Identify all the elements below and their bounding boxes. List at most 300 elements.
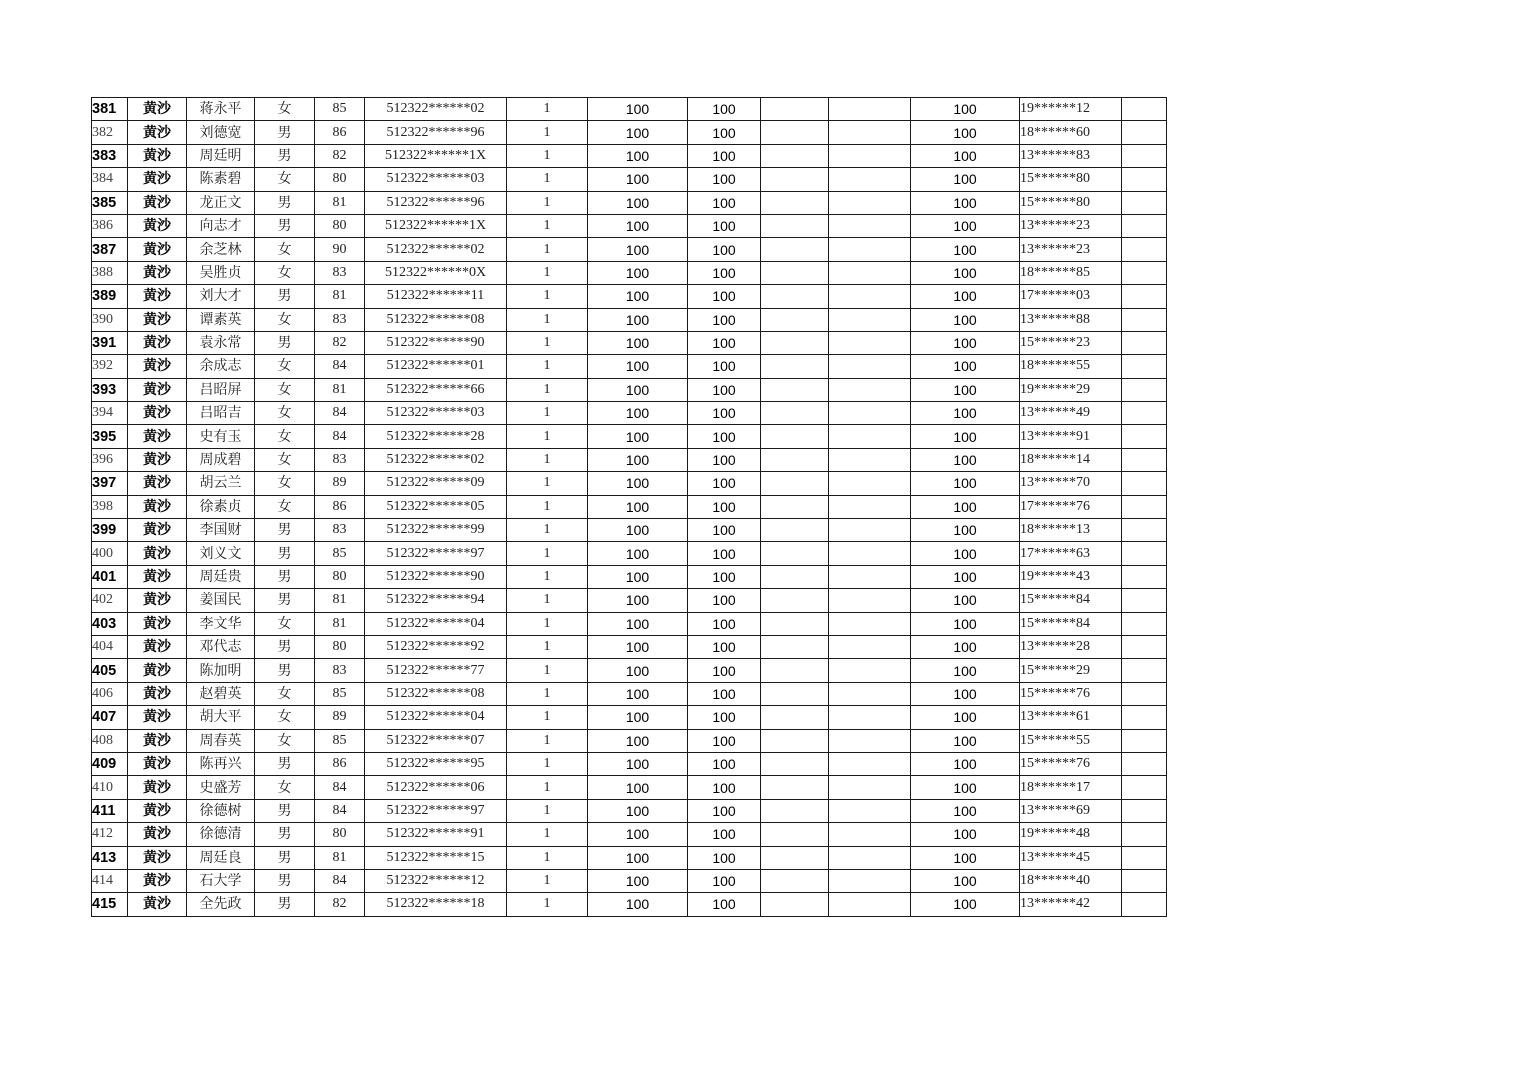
row-number-cell: 382 (92, 121, 128, 144)
empty-cell (1122, 635, 1167, 658)
amount-cell: 100 (588, 799, 688, 822)
amount-cell: 100 (588, 425, 688, 448)
row-number-cell: 383 (92, 144, 128, 167)
age-cell: 83 (315, 308, 365, 331)
id-number-cell: 512322******07 (365, 729, 507, 752)
amount-cell: 100 (688, 729, 761, 752)
count-cell: 1 (507, 589, 588, 612)
amount-cell: 100 (911, 448, 1020, 471)
amount-cell: 100 (588, 519, 688, 542)
town-cell: 黄沙 (128, 98, 187, 121)
empty-cell (761, 214, 829, 237)
id-number-cell: 512322******99 (365, 519, 507, 542)
empty-cell (1122, 893, 1167, 916)
count-cell: 1 (507, 285, 588, 308)
id-number-cell: 512322******1X (365, 214, 507, 237)
amount-cell: 100 (588, 261, 688, 284)
count-cell: 1 (507, 869, 588, 892)
amount-cell: 100 (688, 261, 761, 284)
amount-cell: 100 (588, 565, 688, 588)
count-cell: 1 (507, 612, 588, 635)
empty-cell (761, 378, 829, 401)
id-number-cell: 512322******1X (365, 144, 507, 167)
row-number-cell: 387 (92, 238, 128, 261)
gender-cell: 女 (255, 308, 315, 331)
table-row (92, 776, 1167, 799)
table-row (92, 425, 1167, 448)
amount-cell: 100 (911, 635, 1020, 658)
empty-cell (829, 378, 911, 401)
name-cell: 刘德宽 (187, 121, 255, 144)
empty-cell (829, 846, 911, 869)
amount-cell: 100 (588, 776, 688, 799)
age-cell: 80 (315, 635, 365, 658)
table-row (92, 472, 1167, 495)
town-cell: 黄沙 (128, 238, 187, 261)
table-row (92, 98, 1167, 121)
empty-cell (829, 144, 911, 167)
name-cell: 龙正文 (187, 191, 255, 214)
empty-cell (761, 519, 829, 542)
empty-cell (761, 729, 829, 752)
amount-cell: 100 (588, 168, 688, 191)
town-cell: 黄沙 (128, 425, 187, 448)
amount-cell: 100 (688, 144, 761, 167)
amount-cell: 100 (588, 308, 688, 331)
row-number-cell: 403 (92, 612, 128, 635)
id-number-cell: 512322******66 (365, 378, 507, 401)
empty-cell (829, 635, 911, 658)
count-cell: 1 (507, 635, 588, 658)
id-number-cell: 512322******05 (365, 495, 507, 518)
age-cell: 89 (315, 706, 365, 729)
empty-cell (1122, 121, 1167, 144)
count-cell: 1 (507, 542, 588, 565)
amount-cell: 100 (911, 519, 1020, 542)
row-number-cell: 395 (92, 425, 128, 448)
amount-cell: 100 (688, 846, 761, 869)
empty-cell (829, 589, 911, 612)
table-row (92, 285, 1167, 308)
amount-cell: 100 (588, 612, 688, 635)
amount-cell: 100 (688, 425, 761, 448)
id-number-cell: 512322******04 (365, 612, 507, 635)
town-cell: 黄沙 (128, 776, 187, 799)
amount-cell: 100 (911, 308, 1020, 331)
amount-cell: 100 (588, 98, 688, 121)
town-cell: 黄沙 (128, 893, 187, 916)
age-cell: 86 (315, 121, 365, 144)
amount-cell: 100 (911, 355, 1020, 378)
age-cell: 80 (315, 823, 365, 846)
phone-cell: 18******85 (1020, 261, 1122, 284)
row-number-cell: 401 (92, 565, 128, 588)
empty-cell (761, 495, 829, 518)
amount-cell: 100 (588, 144, 688, 167)
row-number-cell: 390 (92, 308, 128, 331)
empty-cell (1122, 799, 1167, 822)
count-cell: 1 (507, 448, 588, 471)
count-cell: 1 (507, 823, 588, 846)
amount-cell: 100 (588, 869, 688, 892)
age-cell: 80 (315, 565, 365, 588)
amount-cell: 100 (688, 191, 761, 214)
amount-cell: 100 (688, 495, 761, 518)
count-cell: 1 (507, 752, 588, 775)
count-cell: 1 (507, 682, 588, 705)
amount-cell: 100 (588, 191, 688, 214)
amount-cell: 100 (911, 823, 1020, 846)
amount-cell: 100 (911, 191, 1020, 214)
row-number-cell: 396 (92, 448, 128, 471)
id-number-cell: 512322******11 (365, 285, 507, 308)
table-row (92, 144, 1167, 167)
gender-cell: 男 (255, 519, 315, 542)
amount-cell: 100 (688, 285, 761, 308)
table-row (92, 846, 1167, 869)
gender-cell: 女 (255, 402, 315, 425)
empty-cell (761, 472, 829, 495)
town-cell: 黄沙 (128, 168, 187, 191)
amount-cell: 100 (911, 542, 1020, 565)
name-cell: 徐德清 (187, 823, 255, 846)
amount-cell: 100 (911, 682, 1020, 705)
amount-cell: 100 (588, 729, 688, 752)
empty-cell (761, 355, 829, 378)
empty-cell (829, 448, 911, 471)
empty-cell (1122, 355, 1167, 378)
amount-cell: 100 (911, 565, 1020, 588)
amount-cell: 100 (688, 659, 761, 682)
id-number-cell: 512322******08 (365, 682, 507, 705)
amount-cell: 100 (911, 285, 1020, 308)
empty-cell (829, 682, 911, 705)
empty-cell (761, 402, 829, 425)
id-number-cell: 512322******28 (365, 425, 507, 448)
empty-cell (761, 823, 829, 846)
age-cell: 81 (315, 846, 365, 869)
amount-cell: 100 (588, 846, 688, 869)
empty-cell (829, 823, 911, 846)
empty-cell (761, 121, 829, 144)
amount-cell: 100 (588, 121, 688, 144)
amount-cell: 100 (911, 402, 1020, 425)
amount-cell: 100 (588, 589, 688, 612)
empty-cell (829, 238, 911, 261)
empty-cell (1122, 752, 1167, 775)
town-cell: 黄沙 (128, 635, 187, 658)
phone-cell: 19******43 (1020, 565, 1122, 588)
empty-cell (1122, 448, 1167, 471)
amount-cell: 100 (688, 355, 761, 378)
table-row (92, 565, 1167, 588)
age-cell: 84 (315, 776, 365, 799)
gender-cell: 女 (255, 682, 315, 705)
empty-cell (761, 589, 829, 612)
age-cell: 82 (315, 144, 365, 167)
empty-cell (1122, 869, 1167, 892)
town-cell: 黄沙 (128, 261, 187, 284)
empty-cell (761, 448, 829, 471)
row-number-cell: 405 (92, 659, 128, 682)
id-number-cell: 512322******18 (365, 893, 507, 916)
empty-cell (1122, 214, 1167, 237)
name-cell: 石大学 (187, 869, 255, 892)
empty-cell (1122, 659, 1167, 682)
age-cell: 80 (315, 168, 365, 191)
age-cell: 84 (315, 355, 365, 378)
name-cell: 蒋永平 (187, 98, 255, 121)
age-cell: 84 (315, 402, 365, 425)
gender-cell: 女 (255, 98, 315, 121)
phone-cell: 13******91 (1020, 425, 1122, 448)
amount-cell: 100 (688, 121, 761, 144)
empty-cell (1122, 776, 1167, 799)
empty-cell (829, 659, 911, 682)
count-cell: 1 (507, 729, 588, 752)
row-number-cell: 404 (92, 635, 128, 658)
row-number-cell: 402 (92, 589, 128, 612)
row-number-cell: 391 (92, 331, 128, 354)
empty-cell (1122, 261, 1167, 284)
phone-cell: 15******76 (1020, 682, 1122, 705)
name-cell: 徐德树 (187, 799, 255, 822)
empty-cell (761, 144, 829, 167)
count-cell: 1 (507, 238, 588, 261)
town-cell: 黄沙 (128, 448, 187, 471)
gender-cell: 男 (255, 869, 315, 892)
town-cell: 黄沙 (128, 612, 187, 635)
count-cell: 1 (507, 98, 588, 121)
id-number-cell: 512322******12 (365, 869, 507, 892)
id-number-cell: 512322******96 (365, 121, 507, 144)
empty-cell (1122, 285, 1167, 308)
age-cell: 82 (315, 331, 365, 354)
empty-cell (1122, 519, 1167, 542)
age-cell: 83 (315, 261, 365, 284)
row-number-cell: 399 (92, 519, 128, 542)
beneficiary-table (91, 97, 1167, 917)
row-number-cell: 412 (92, 823, 128, 846)
phone-cell: 18******40 (1020, 869, 1122, 892)
phone-cell: 13******28 (1020, 635, 1122, 658)
town-cell: 黄沙 (128, 285, 187, 308)
name-cell: 赵碧英 (187, 682, 255, 705)
phone-cell: 19******48 (1020, 823, 1122, 846)
gender-cell: 男 (255, 635, 315, 658)
table-row (92, 378, 1167, 401)
name-cell: 胡大平 (187, 706, 255, 729)
empty-cell (829, 261, 911, 284)
empty-cell (829, 472, 911, 495)
phone-cell: 13******42 (1020, 893, 1122, 916)
amount-cell: 100 (588, 495, 688, 518)
empty-cell (1122, 402, 1167, 425)
empty-cell (761, 98, 829, 121)
age-cell: 82 (315, 893, 365, 916)
row-number-cell: 415 (92, 893, 128, 916)
table-row (92, 706, 1167, 729)
amount-cell: 100 (688, 448, 761, 471)
empty-cell (1122, 682, 1167, 705)
amount-cell: 100 (688, 799, 761, 822)
empty-cell (829, 799, 911, 822)
amount-cell: 100 (588, 635, 688, 658)
phone-cell: 18******13 (1020, 519, 1122, 542)
gender-cell: 女 (255, 355, 315, 378)
age-cell: 81 (315, 285, 365, 308)
age-cell: 86 (315, 495, 365, 518)
row-number-cell: 400 (92, 542, 128, 565)
empty-cell (829, 729, 911, 752)
empty-cell (1122, 612, 1167, 635)
name-cell: 周廷贵 (187, 565, 255, 588)
table-row (92, 682, 1167, 705)
amount-cell: 100 (588, 542, 688, 565)
empty-cell (829, 519, 911, 542)
amount-cell: 100 (688, 308, 761, 331)
age-cell: 85 (315, 682, 365, 705)
town-cell: 黄沙 (128, 331, 187, 354)
id-number-cell: 512322******97 (365, 542, 507, 565)
town-cell: 黄沙 (128, 589, 187, 612)
table-row (92, 659, 1167, 682)
name-cell: 李国财 (187, 519, 255, 542)
amount-cell: 100 (688, 214, 761, 237)
name-cell: 余成志 (187, 355, 255, 378)
amount-cell: 100 (688, 98, 761, 121)
empty-cell (1122, 823, 1167, 846)
age-cell: 90 (315, 238, 365, 261)
amount-cell: 100 (911, 214, 1020, 237)
amount-cell: 100 (911, 378, 1020, 401)
empty-cell (1122, 729, 1167, 752)
count-cell: 1 (507, 214, 588, 237)
id-number-cell: 512322******77 (365, 659, 507, 682)
empty-cell (829, 121, 911, 144)
empty-cell (829, 495, 911, 518)
id-number-cell: 512322******91 (365, 823, 507, 846)
empty-cell (1122, 331, 1167, 354)
gender-cell: 男 (255, 191, 315, 214)
phone-cell: 18******60 (1020, 121, 1122, 144)
row-number-cell: 389 (92, 285, 128, 308)
age-cell: 85 (315, 542, 365, 565)
gender-cell: 女 (255, 261, 315, 284)
count-cell: 1 (507, 144, 588, 167)
table-row (92, 542, 1167, 565)
phone-cell: 13******88 (1020, 308, 1122, 331)
gender-cell: 女 (255, 448, 315, 471)
name-cell: 胡云兰 (187, 472, 255, 495)
town-cell: 黄沙 (128, 706, 187, 729)
amount-cell: 100 (588, 378, 688, 401)
gender-cell: 女 (255, 472, 315, 495)
name-cell: 刘大才 (187, 285, 255, 308)
phone-cell: 13******45 (1020, 846, 1122, 869)
town-cell: 黄沙 (128, 495, 187, 518)
empty-cell (829, 542, 911, 565)
empty-cell (829, 308, 911, 331)
empty-cell (761, 846, 829, 869)
empty-cell (829, 425, 911, 448)
gender-cell: 男 (255, 144, 315, 167)
phone-cell: 15******84 (1020, 589, 1122, 612)
count-cell: 1 (507, 846, 588, 869)
age-cell: 83 (315, 659, 365, 682)
empty-cell (761, 565, 829, 588)
id-number-cell: 512322******01 (365, 355, 507, 378)
name-cell: 袁永常 (187, 331, 255, 354)
table-row (92, 355, 1167, 378)
id-number-cell: 512322******92 (365, 635, 507, 658)
count-cell: 1 (507, 168, 588, 191)
count-cell: 1 (507, 378, 588, 401)
row-number-cell: 410 (92, 776, 128, 799)
age-cell: 80 (315, 214, 365, 237)
phone-cell: 13******69 (1020, 799, 1122, 822)
town-cell: 黄沙 (128, 191, 187, 214)
gender-cell: 男 (255, 565, 315, 588)
table-row (92, 869, 1167, 892)
gender-cell: 男 (255, 331, 315, 354)
table-row (92, 402, 1167, 425)
empty-cell (1122, 542, 1167, 565)
amount-cell: 100 (688, 752, 761, 775)
phone-cell: 15******80 (1020, 168, 1122, 191)
amount-cell: 100 (911, 261, 1020, 284)
age-cell: 86 (315, 752, 365, 775)
empty-cell (829, 893, 911, 916)
id-number-cell: 512322******15 (365, 846, 507, 869)
name-cell: 吕昭屏 (187, 378, 255, 401)
row-number-cell: 407 (92, 706, 128, 729)
empty-cell (829, 402, 911, 425)
count-cell: 1 (507, 565, 588, 588)
id-number-cell: 512322******90 (365, 565, 507, 588)
id-number-cell: 512322******03 (365, 168, 507, 191)
empty-cell (1122, 495, 1167, 518)
empty-cell (761, 168, 829, 191)
id-number-cell: 512322******02 (365, 98, 507, 121)
town-cell: 黄沙 (128, 659, 187, 682)
table-row (92, 752, 1167, 775)
table-row (92, 635, 1167, 658)
gender-cell: 男 (255, 589, 315, 612)
count-cell: 1 (507, 659, 588, 682)
name-cell: 邓代志 (187, 635, 255, 658)
amount-cell: 100 (911, 425, 1020, 448)
amount-cell: 100 (688, 776, 761, 799)
name-cell: 向志才 (187, 214, 255, 237)
amount-cell: 100 (911, 752, 1020, 775)
age-cell: 83 (315, 519, 365, 542)
empty-cell (1122, 191, 1167, 214)
amount-cell: 100 (688, 472, 761, 495)
name-cell: 陈再兴 (187, 752, 255, 775)
table-row (92, 121, 1167, 144)
table-row (92, 823, 1167, 846)
table-row (92, 261, 1167, 284)
empty-cell (761, 285, 829, 308)
town-cell: 黄沙 (128, 472, 187, 495)
town-cell: 黄沙 (128, 402, 187, 425)
town-cell: 黄沙 (128, 729, 187, 752)
count-cell: 1 (507, 706, 588, 729)
phone-cell: 15******84 (1020, 612, 1122, 635)
id-number-cell: 512322******0X (365, 261, 507, 284)
town-cell: 黄沙 (128, 144, 187, 167)
